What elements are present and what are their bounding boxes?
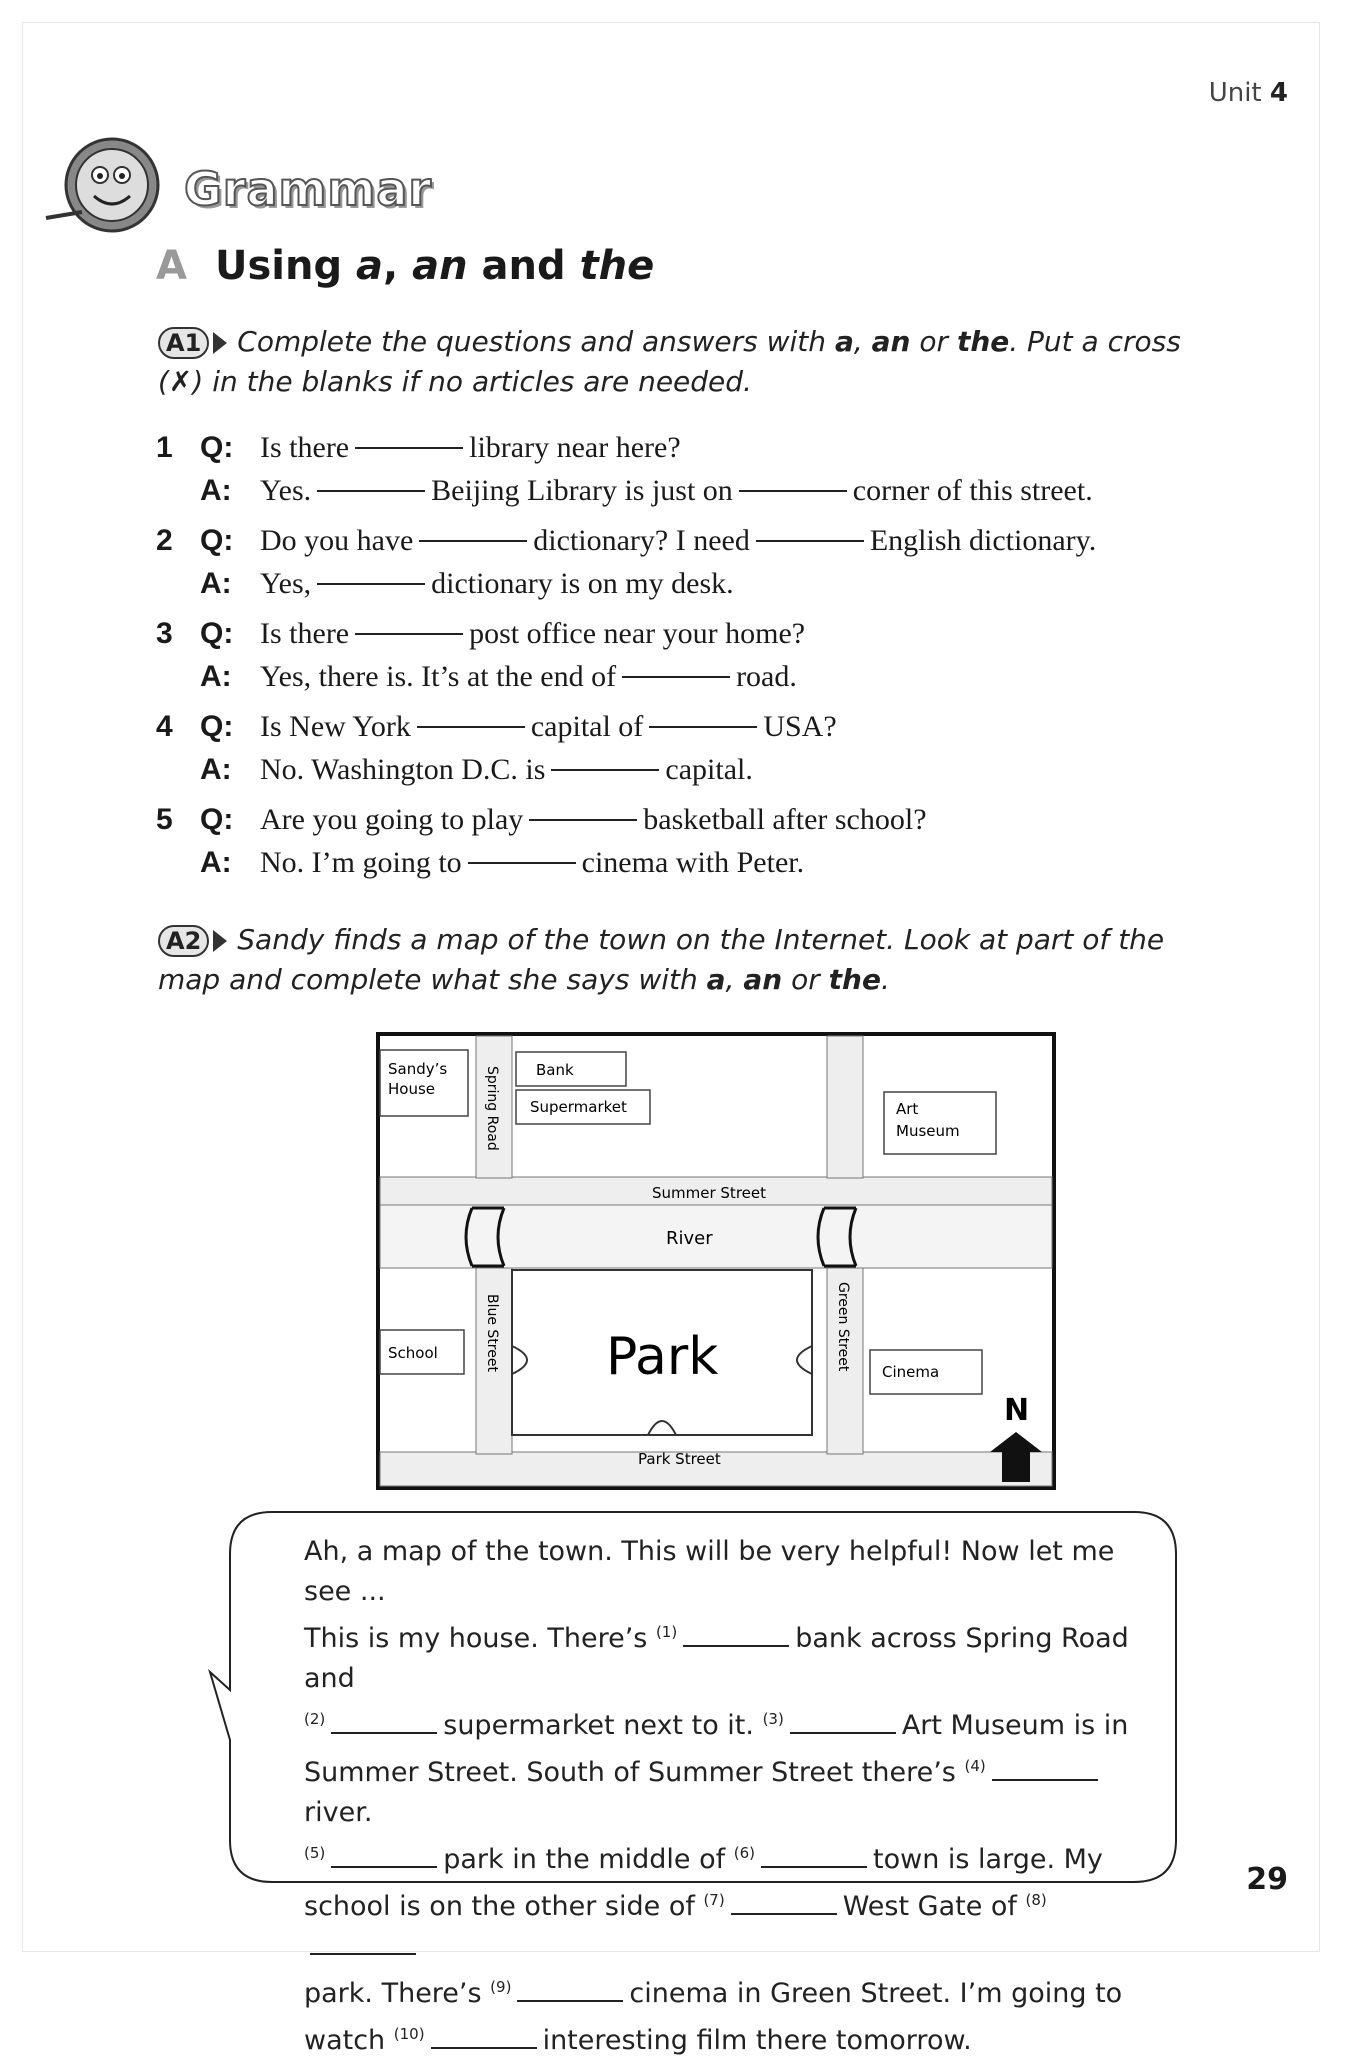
- answer-blank[interactable]: [310, 1952, 416, 1955]
- answer-blank[interactable]: [992, 1778, 1098, 1781]
- unit-label: Unit 4: [1208, 78, 1288, 108]
- q1-question: 1 Q: Is there library near here?: [156, 430, 681, 464]
- map-label-sandys-house: Sandy’s: [388, 1060, 448, 1078]
- answer-blank[interactable]: [331, 1865, 437, 1868]
- map-label-spring-road: Spring Road: [484, 1066, 500, 1151]
- answer-blank[interactable]: [468, 861, 576, 864]
- a1-badge: A1: [158, 327, 209, 359]
- grammar-mascot-icon: [42, 130, 172, 240]
- answer-blank[interactable]: [529, 818, 637, 821]
- q4-answer: A: No. Washington D.C. is capital.: [200, 752, 753, 786]
- map-label-summer-street: Summer Street: [652, 1184, 766, 1202]
- answer-blank[interactable]: [419, 539, 527, 542]
- a1-instruction: A1 Complete the questions and answers with a, an or the. Put a cross (✗) in the blanks if no articles are needed.: [158, 325, 1181, 398]
- map-label-blue-street: Blue Street: [484, 1294, 500, 1372]
- q2-question: 2 Q: Do you have dictionary? I need English dictionary.: [156, 523, 1097, 557]
- section-title: A Using a, an and the: [156, 243, 655, 289]
- answer-blank[interactable]: [683, 1644, 789, 1647]
- answer-blank[interactable]: [756, 539, 864, 542]
- map-label-cinema: Cinema: [882, 1363, 940, 1381]
- q3-answer: A: Yes, there is. It’s at the end of road.: [200, 659, 797, 693]
- play-icon: [213, 930, 227, 952]
- answer-blank[interactable]: [790, 1731, 896, 1734]
- answer-blank[interactable]: [331, 1731, 437, 1734]
- map-label-park: Park: [606, 1327, 719, 1387]
- q5-question: 5 Q: Are you going to play basketball after school?: [156, 802, 927, 836]
- a1-exercise: [156, 426, 1276, 884]
- map-label-art-museum: Museum: [896, 1122, 960, 1140]
- town-map: [376, 1032, 1056, 1490]
- map-label-green-street: Green Street: [835, 1282, 851, 1372]
- answer-blank[interactable]: [355, 446, 463, 449]
- answer-blank[interactable]: [355, 632, 463, 635]
- map-label-school: School: [388, 1344, 438, 1362]
- answer-blank[interactable]: [317, 489, 425, 492]
- q2-answer: A: Yes, dictionary is on my desk.: [200, 566, 734, 600]
- map-label-supermarket: Supermarket: [530, 1098, 627, 1116]
- a2-badge: A2: [158, 925, 209, 957]
- page-number: 29: [1246, 1862, 1288, 1897]
- map-label-park-street: Park Street: [638, 1450, 721, 1468]
- q1-answer: A: Yes. Beijing Library is just on corner of this street.: [200, 473, 1093, 507]
- q4-question: 4 Q: Is New York capital of USA?: [156, 709, 837, 743]
- map-label-art-museum: Art: [896, 1100, 919, 1118]
- answer-blank[interactable]: [517, 1999, 623, 2002]
- answer-blank[interactable]: [649, 725, 757, 728]
- answer-blank[interactable]: [551, 768, 659, 771]
- answer-blank[interactable]: [761, 1865, 867, 1868]
- answer-blank[interactable]: [317, 582, 425, 585]
- a2-instruction: A2 Sandy finds a map of the town on the Internet. Look at part of the map and complete what she says with a, an or the.: [158, 923, 1165, 996]
- answer-blank[interactable]: [417, 725, 525, 728]
- answer-blank[interactable]: [622, 675, 730, 678]
- answer-blank[interactable]: [731, 1912, 837, 1915]
- map-label-river: River: [666, 1228, 713, 1249]
- north-label: N: [1004, 1393, 1030, 1428]
- map-label-sandys-house: House: [388, 1080, 436, 1098]
- answer-blank[interactable]: [431, 2046, 537, 2049]
- speech-text: Ah, a map of the town. This will be very helpful! Now let me see ... This is my house. There’s $^{(1)}$ bank across Spring Road and $^{(2)}$ supermarket next to it. $^{(3)}$ Art Museum is in Summer Street. South of Summer Street there’s $^{(4)}$river. $^{(5)}$ park in the middle of $^{(6)}$ town is large. My school is on the other side of $^{(7)}$ West Gate of $^{(8)}$ park. There’s $^{(9)}$ cinema in Green Street. I’m going to watch $^{(10)}$ interesting film there tomorrow.: [304, 1536, 1129, 2056]
- q3-question: 3 Q: Is there post office near your home?: [156, 616, 806, 650]
- play-icon: [213, 332, 227, 354]
- answer-blank[interactable]: [739, 489, 847, 492]
- grammar-title: Grammar: [184, 162, 433, 216]
- q5-answer: A: No. I’m going to cinema with Peter.: [200, 845, 805, 879]
- map-label-bank: Bank: [536, 1061, 574, 1079]
